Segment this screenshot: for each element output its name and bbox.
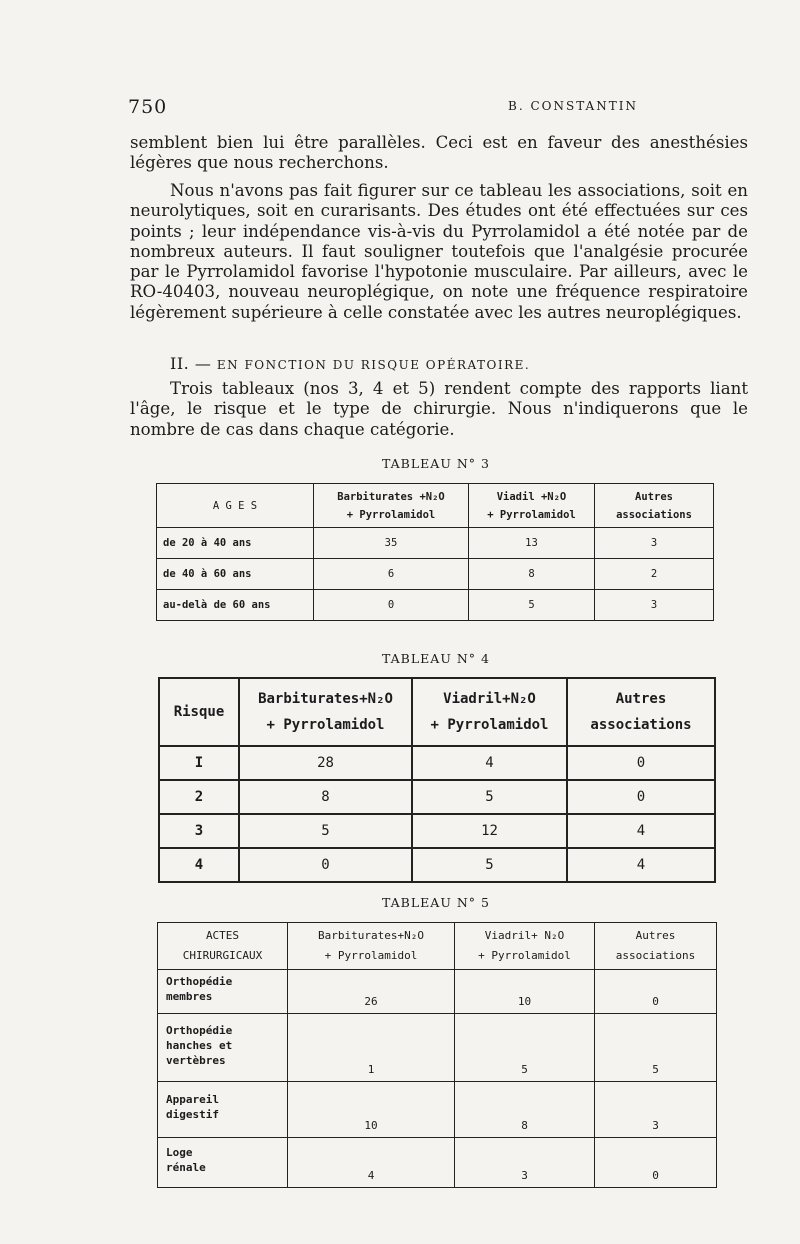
table-row [159,780,715,814]
table-3-caption: TABLEAU N° 3 [382,456,490,471]
cell-value: 3 [455,1138,595,1188]
table-row [157,528,714,559]
row-label: Orthopédie membres [158,970,288,1014]
row-label: 3 [159,814,239,848]
cell-value: 0 [239,848,412,882]
cell-value: 0 [314,590,469,621]
cell-value: 12 [412,814,567,848]
paragraph-3-text: Trois tableaux (nos 3, 4 et 5) rendent compte des rapports liant l'âge, le risque et le type de chirurgie. Nous n'indiquerons que le nombre de cas dans chaque catégorie. [130,379,748,439]
cell-value: 5 [412,780,567,814]
header-autres: Autres associations [595,484,714,528]
header-viadil: Viadil +N₂O + Pyrrolamidol [469,484,595,528]
header-autres: Autres associations [567,678,715,746]
cell-value: 6 [314,559,469,590]
paragraph-2 [130,181,748,323]
cell-value: 1 [288,1014,455,1082]
cell-value: 35 [314,528,469,559]
row-label: I [159,746,239,780]
page-header [128,96,748,120]
cell-value: 13 [469,528,595,559]
table-header-row [157,484,714,528]
cell-value: 4 [567,848,715,882]
paragraph-2-text: Nous n'avons pas fait figurer sur ce tableau les associations, soit en neurolytiques, soit en curarisants. Des études ont été effectuées sur ces points ; leur indépendance vis-à-vis du Pyrrolamidol a été notée par de nombreux auteurs. Il faut souligner toutefois que l'analgésie procurée par le Pyrrolamidol favorise l'hypotonie musculaire. Par ailleurs, avec le RO-40403, nouveau neuroplégique, on note une fréquence respiratoire légèrement supérieure à celle constatée avec les autres neuroplégiques. [130,181,748,322]
paragraph-1 [130,133,748,174]
cell-value: 5 [239,814,412,848]
paragraph-3 [130,379,748,440]
paragraph-1-text: semblent bien lui être parallèles. Ceci est en faveur des anesthésies légères que nous recherchons. [130,133,748,173]
cell-value: 4 [288,1138,455,1188]
cell-value: 0 [595,970,717,1014]
header-barbiturates: Barbiturates+N₂O + Pyrrolamidol [288,923,455,970]
cell-value: 2 [595,559,714,590]
cell-value: 10 [455,970,595,1014]
cell-value: 3 [595,1082,717,1138]
table-5 [157,922,717,1188]
cell-value: 0 [595,1138,717,1188]
cell-value: 26 [288,970,455,1014]
table-row [159,746,715,780]
table-row [159,848,715,882]
table-row [158,1138,717,1188]
cell-value: 5 [455,1014,595,1082]
row-label: 4 [159,848,239,882]
table-row [158,970,717,1014]
cell-value: 3 [595,590,714,621]
cell-value: 8 [469,559,595,590]
row-label: 2 [159,780,239,814]
table-5-caption: TABLEAU N° 5 [382,895,490,910]
row-label: Appareil digestif [158,1082,288,1138]
section-heading [170,354,788,375]
cell-value: 8 [239,780,412,814]
table-row [157,590,714,621]
row-label: de 20 à 40 ans [157,528,314,559]
page-number: 750 [128,96,168,118]
row-label: Orthopédie hanches et vertèbres [158,1014,288,1082]
cell-value: 10 [288,1082,455,1138]
table-row [158,1014,717,1082]
cell-value: 4 [412,746,567,780]
header-barbiturates: Barbiturates+N₂O + Pyrrolamidol [239,678,412,746]
row-label: de 40 à 60 ans [157,559,314,590]
header-viadril: Viadril+ N₂O + Pyrrolamidol [455,923,595,970]
section-number: II. — [170,354,212,373]
cell-value: 0 [567,780,715,814]
cell-value: 5 [469,590,595,621]
row-label: Loge rénale [158,1138,288,1188]
table-header-row [159,678,715,746]
cell-value: 3 [595,528,714,559]
cell-value: 8 [455,1082,595,1138]
header-risque: Risque [159,678,239,746]
cell-value: 4 [567,814,715,848]
table-4-caption: TABLEAU N° 4 [382,651,490,666]
table-row [159,814,715,848]
table-row [158,1082,717,1138]
table-header-row [158,923,717,970]
row-label: au-delà de 60 ans [157,590,314,621]
table-3 [156,483,714,621]
header-autres: Autres associations [595,923,717,970]
cell-value: 28 [239,746,412,780]
cell-value: 0 [567,746,715,780]
running-title: B. CONSTANTIN [508,99,638,113]
cell-value: 5 [595,1014,717,1082]
table-row [157,559,714,590]
header-viadril: Viadril+N₂O + Pyrrolamidol [412,678,567,746]
header-ages: A G E S [157,484,314,528]
section-title: EN FONCTION DU RISQUE OPÉRATOIRE. [216,358,531,372]
header-barbiturates: Barbiturates +N₂O + Pyrrolamidol [314,484,469,528]
header-actes: ACTES CHIRURGICAUX [158,923,288,970]
table-4 [158,677,716,883]
cell-value: 5 [412,848,567,882]
